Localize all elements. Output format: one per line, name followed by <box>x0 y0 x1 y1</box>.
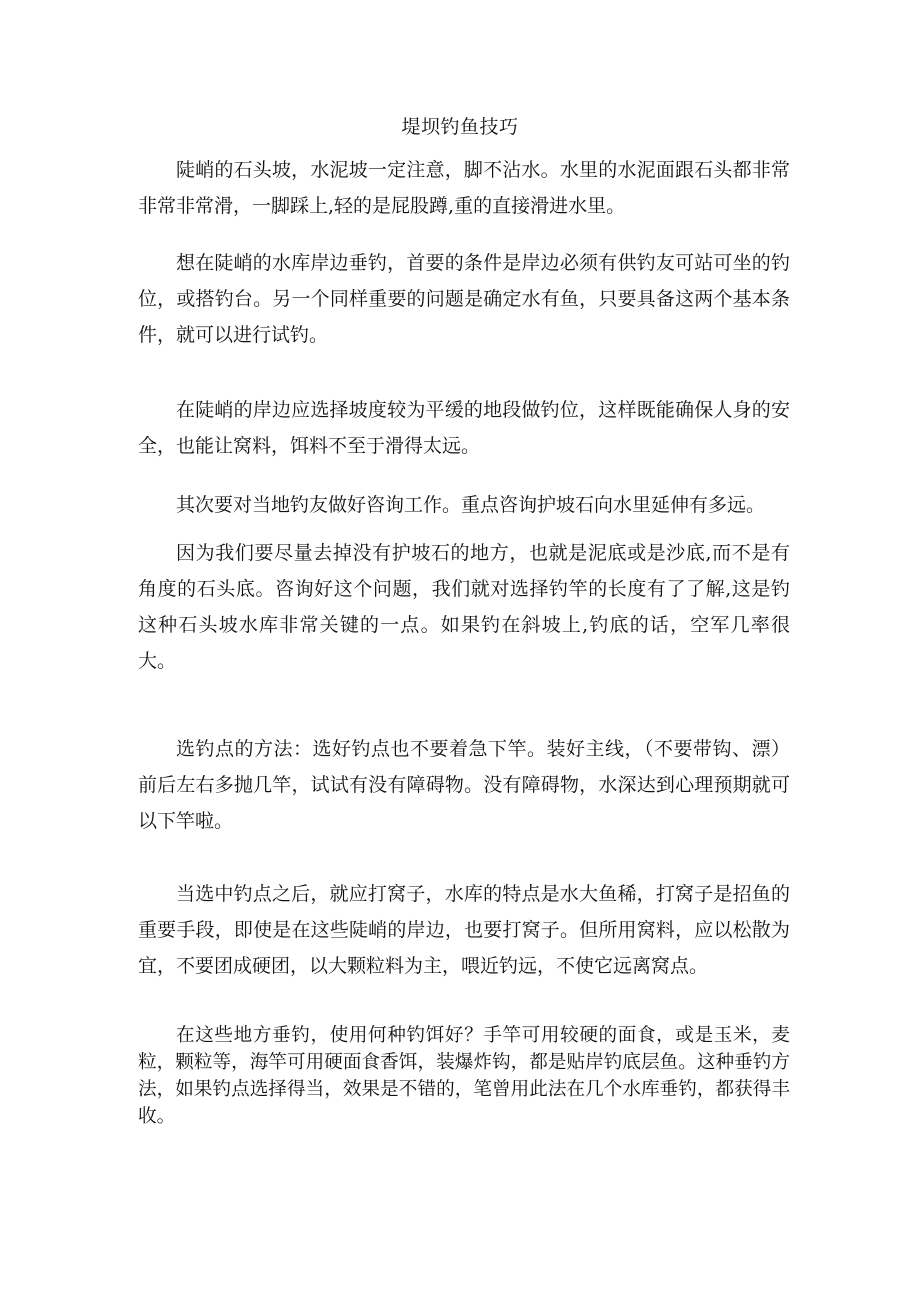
paragraph-7: 当选中钓点之后，就应打窝子，水库的特点是水大鱼稀，打窝子是招鱼的重要手段，即使是在这些陡峭的岸边，也要打窝子。但所用窝料，应以松散为宜，不要团成硬团，以大颗粒料为主，喂近钓远，不使它远离窝点。 <box>138 883 790 977</box>
paragraph-3: 在陡峭的岸边应选择坡度较为平缓的地段做钓位，这样既能确保人身的安全，也能让窝料，饵料不至于滑得太远。 <box>138 399 790 457</box>
paragraph-5: 因为我们要尽量去掉没有护坡石的地方，也就是泥底或是沙底,而不是有角度的石头底。咨询好这个问题，我们就对选择钓竿的长度有了了解,这是钓这种石头坡水库非常关键的一点。如果钓在斜坡上,钓底的话，空军几率很大。 <box>138 542 790 672</box>
paragraph-6: 选钓点的方法：选好钓点也不要着急下竿。装好主线，（不要带钩、漂）前后左右多抛几竿，试试有没有障碍物。没有障碍物，水深达到心理预期就可以下竿啦。 <box>138 738 790 832</box>
paragraph-1: 陡峭的石头坡，水泥坡一定注意，脚不沾水。水里的水泥面跟石头都非常非常非常滑，一脚踩上,轻的是屁股蹲,重的直接滑进水里。 <box>138 159 790 217</box>
document-title: 堤坝钓鱼技巧 <box>401 116 519 138</box>
paragraph-2: 想在陡峭的水库岸边垂钓，首要的条件是岸边必须有供钓友可站可坐的钓位，或搭钓台。另一个同样重要的问题是确定水有鱼，只要具备这两个基本条件，就可以进行试钓。 <box>138 252 790 346</box>
paragraph-4: 其次要对当地钓友做好咨询工作。重点咨询护坡石向水里延伸有多远。 <box>176 494 766 516</box>
paragraph-8: 在这些地方垂钓，使用何种钓饵好？手竿可用较硬的面食，或是玉米，麦粒，颗粒等，海竿可用硬面食香饵，装爆炸钩，都是贴岸钓底层鱼。这种垂钓方法，如果钓点选择得当，效果是不错的，笔曾用此法在几个水库垂钓，都获得丰收。 <box>138 1025 790 1127</box>
